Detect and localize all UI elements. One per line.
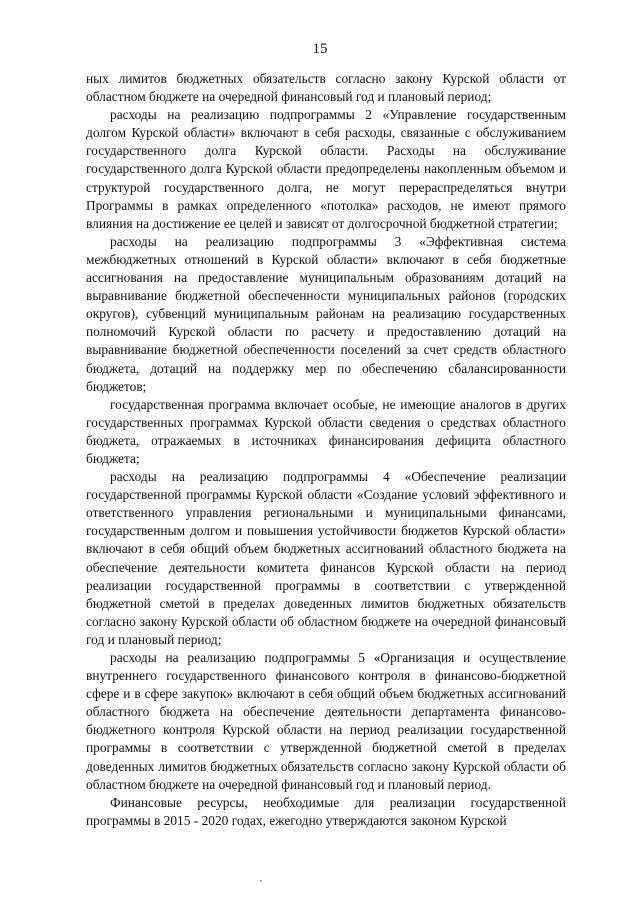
paragraph-subprogram-5: расходы на реализацию подпрограммы 5 «Организация и осуществление внутреннего государственного финансового контроля в финансово-бюджетной сфере и в сфере закупок» включают в себя общий объем бюджетных ассигнований областного бюджета на обеспечение деятельности департамента финансово-бюджетного контроля Курской области на период реализации государственной программы в соответствии с утвержденной бюджетной сметой в пределах доведенных лимитов бюджетных обязательств согласно закону Курской области об областном бюджете на очередной финансовый год и плановый период. (86, 650, 566, 792)
paragraph-financial-resources: Финансовые ресурсы, необходимые для реализации государственной программы в 2015 - 2020 годах, ежегодно утверждаются законом Курской (86, 794, 566, 828)
paragraph-subprogram-2: расходы на реализацию подпрограммы 2 «Управление государственным долгом Курской области» включают в себя расходы, связанные с обслуживанием государственного долга Курской области. Расходы на обслуживание государственного долга Курской области предопределены накопленным объемом и структурой государственного долга, не могут перераспределяться внутри Программы в рамках определенного «потолка» расходов, не имеют прямого влияния на достижение ее целей и зависят от долгосрочной бюджетной стратегии; (86, 107, 566, 231)
page-number: 15 (312, 41, 328, 57)
paragraph-subprogram-4: расходы на реализацию подпрограммы 4 «Обеспечение реализации государственной программы Курской области «Создание условий эффективного и ответственного управления региональными и муниципальными финансами, государственным долгом и повышения устойчивости бюджетов Курской области» включают в себя общий объем бюджетных ассигнований областного бюджета на обеспечение деятельности комитета финансов Курской области на период реализации государственной программы в соответствии с утвержденной бюджетной сметой в пределах доведенных лимитов бюджетных обязательств согласно закону Курской области об областном бюджете на очередной финансовый год и плановый период; (86, 469, 566, 647)
paragraph-special-features: государственная программа включает особые, не имеющие аналогов в других государственных программах Курской области сведения о средствах областного бюджета, отражаемых в источниках финансирования дефицита областного бюджета; (86, 396, 566, 466)
paragraph-subprogram-3: расходы на реализацию подпрограммы 3 «Эффективная система межбюджетных отношений в Курской области» включают в себя бюджетные ассигнования на предоставление муниципальным образованиям дотаций на выравнивание бюджетной обеспеченности муниципальных районов (городских округов), субвенций муниципальным районам на реализацию государственных полномочий Курской области по расчету и предоставлению дотаций на выравнивание бюджетной обеспеченности поселений за счет средств областного бюджета, дотаций на поддержку мер по обеспечению сбалансированности бюджетов; (86, 233, 566, 394)
paragraph-budget-limits-continuation: ных лимитов бюджетных обязательств согласно закону Курской области от областном бюджете на очередной финансовый год и плановый период; (86, 71, 566, 105)
scan-speck (260, 880, 262, 882)
document-body (86, 70, 566, 830)
